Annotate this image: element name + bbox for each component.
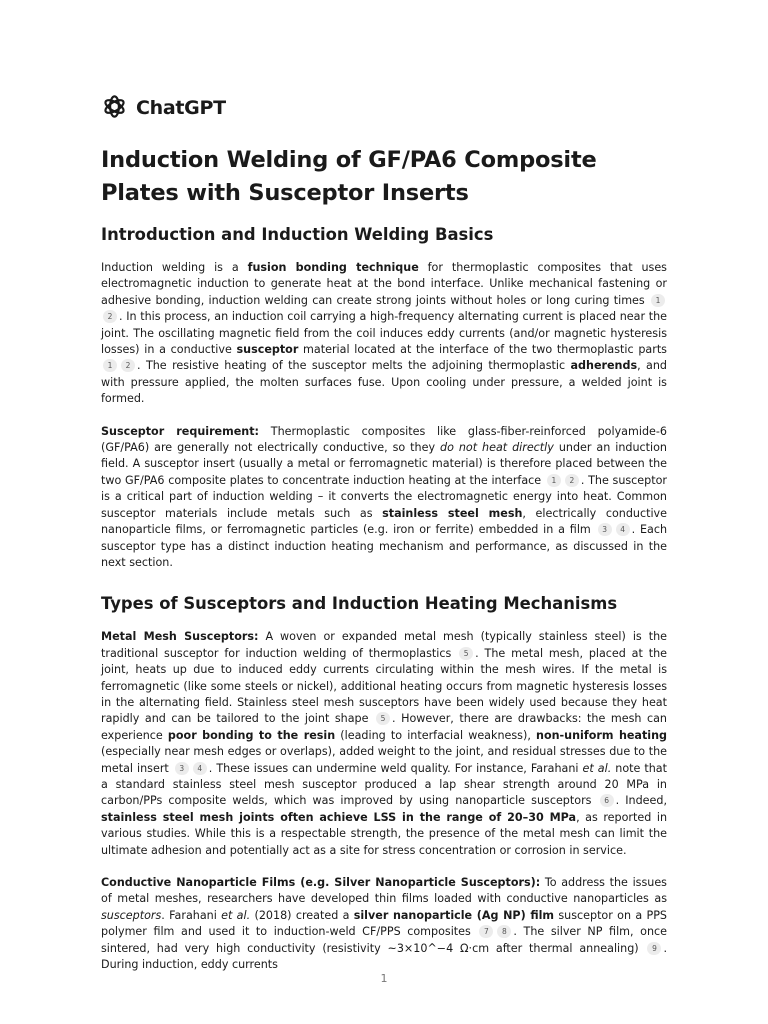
brand-name: ChatGPT	[136, 97, 226, 119]
bold-text: Metal Mesh Susceptors:	[101, 630, 259, 644]
bold-text: poor bonding to the resin	[167, 728, 336, 742]
text: (2018) created a	[250, 908, 354, 922]
italic-text: et al.	[221, 908, 251, 922]
text: susceptor on a PPS polymer film and used it to induction-weld CF/PPS composites	[101, 908, 667, 939]
text: . However, there are drawbacks: the mesh can experience	[101, 712, 667, 742]
paragraph-nanoparticle-films	[101, 875, 667, 973]
text: . The silver NP film, once sintered, had very high conductivity (resistivity ~3×10^−4 Ω·cm after thermal annealing)	[101, 925, 667, 955]
text: (especially near mesh edges or overlaps), added weight to the joint, and residual stresses due to the metal insert	[101, 745, 667, 775]
section-heading-intro: Introduction and Induction Welding Basics	[101, 225, 494, 244]
citation-badge[interactable]: 3	[598, 523, 612, 536]
bold-text: adherends	[570, 359, 638, 373]
citation-badge[interactable]: 5	[459, 647, 473, 660]
text: . Indeed,	[615, 794, 668, 808]
italic-text: do not heat directly	[440, 441, 554, 455]
document-page	[101, 94, 667, 989]
text: . During induction, eddy currents	[101, 941, 667, 972]
text: for thermoplastic composites that uses electromagnetic induction to generate heat at the bond interface. Unlike mechanical fastening or adhesive bonding, induction welding can create strong joints without holes or long curing times	[101, 261, 667, 307]
citation-badge[interactable]: 5	[376, 712, 390, 725]
citation-badge[interactable]: 1	[547, 474, 561, 487]
text: note that a standard stainless steel mesh susceptor produced a lap shear strength around 20 MPa in carbon/PPs composite welds, which was improved by using nanoparticle susceptors	[101, 761, 667, 808]
bold-text: fusion bonding technique	[247, 261, 419, 274]
paragraph-metal-mesh	[101, 629, 667, 859]
bold-text: Susceptor requirement:	[101, 424, 259, 438]
section-heading-types: Types of Susceptors and Induction Heating Mechanisms	[101, 594, 618, 614]
citation-badge[interactable]: 1	[103, 359, 117, 372]
text: . The metal mesh, placed at the joint, heats up due to induced eddy currents circulating within the mesh wires. If the metal is ferromagnetic (like some steels or nickel), additional heating occurs from magnetic hysteresis losses in the alternating field. Stainless steel mesh susceptors have been widely used because they heat rapidly and can be tailored to the joint shape	[101, 646, 667, 726]
italic-text: et al.	[582, 761, 612, 775]
paragraph-intro	[101, 260, 667, 408]
text: Thermoplastic composites like glass-fiber-reinforced polyamide-6 (GF/PA6) are generally not electrically conductive, so they	[101, 424, 667, 455]
text: . The resistive heating of the susceptor melts the adjoining thermoplastic	[137, 359, 571, 373]
bold-text: Conductive Nanoparticle Films (e.g. Silver Nanoparticle Susceptors):	[101, 876, 541, 889]
document-title: Induction Welding of GF/PA6 Composite Plates with Susceptor Inserts	[101, 147, 597, 206]
openai-logo-icon	[101, 93, 128, 124]
bold-text: susceptor	[236, 343, 299, 357]
text: . Farahani	[161, 908, 222, 922]
citation-badge[interactable]: 2	[565, 474, 579, 487]
text: Induction welding is a	[101, 261, 248, 274]
text: material located at the interface of the two thermoplastic parts	[298, 343, 667, 357]
italic-text: susceptors	[101, 908, 162, 922]
text: To address the issues of metal meshes, researchers have developed thin films loaded with conductive nanoparticles as	[101, 876, 667, 906]
bold-text: stainless steel mesh	[382, 506, 523, 520]
paragraph-susceptor-requirement	[101, 424, 667, 572]
citation-badge[interactable]: 8	[497, 925, 511, 938]
citation-badge[interactable]: 2	[103, 310, 117, 323]
page-number: 1	[380, 972, 388, 985]
text: . These issues can undermine weld quality. For instance, Farahani	[208, 761, 583, 775]
text: A woven or expanded metal mesh (typically stainless steel) is the traditional susceptor for induction welding of thermoplastics	[101, 630, 667, 660]
text: under an induction field. A susceptor insert (usually a metal or ferromagnetic material) is therefore placed between the two GF/PA6 composite plates to concentrate induction heating at the interface	[101, 441, 667, 487]
text: , as reported in various studies. While this is a respectable strength, the presence of the metal mesh can limit the ultimate adhesion and potentially act as a site for stress concentration or corrosion in service.	[101, 810, 668, 857]
text: . The susceptor is a critical part of induction welding – it converts the electromagnetic energy into heat. Common susceptor materials include metals such as	[101, 473, 667, 520]
bold-text: non-uniform heating	[536, 728, 668, 742]
brand-header	[101, 94, 667, 122]
citation-badge[interactable]: 1	[651, 294, 665, 307]
citation-badge[interactable]: 2	[121, 359, 135, 372]
citation-badge[interactable]: 3	[175, 762, 189, 775]
text: , electrically conductive nanoparticle films, or ferromagnetic particles (e.g. iron or ferrite) embedded in a film	[101, 506, 667, 537]
text: . Each susceptor type has a distinct induction heating mechanism and performance, as discussed in the next section.	[101, 523, 668, 569]
citation-badge[interactable]: 7	[479, 925, 493, 938]
text: . In this process, an induction coil carrying a high-frequency alternating current is placed near the joint. The oscillating magnetic field from the coil induces eddy currents (and/or magnetic hysteresis losses) in a conductive	[101, 310, 667, 357]
text: (leading to interfacial weakness),	[335, 728, 537, 742]
citation-badge[interactable]: 4	[616, 523, 630, 536]
citation-badge[interactable]: 6	[600, 794, 614, 807]
bold-text: silver nanoparticle (Ag NP) film	[353, 908, 555, 922]
citation-badge[interactable]: 9	[647, 942, 661, 955]
citation-badge[interactable]: 4	[193, 762, 207, 775]
text: , and with pressure applied, the molten surfaces fuse. Upon cooling under pressure, a welded joint is formed.	[101, 359, 667, 406]
bold-text: stainless steel mesh joints often achieve LSS in the range of 20–30 MPa	[101, 810, 577, 824]
